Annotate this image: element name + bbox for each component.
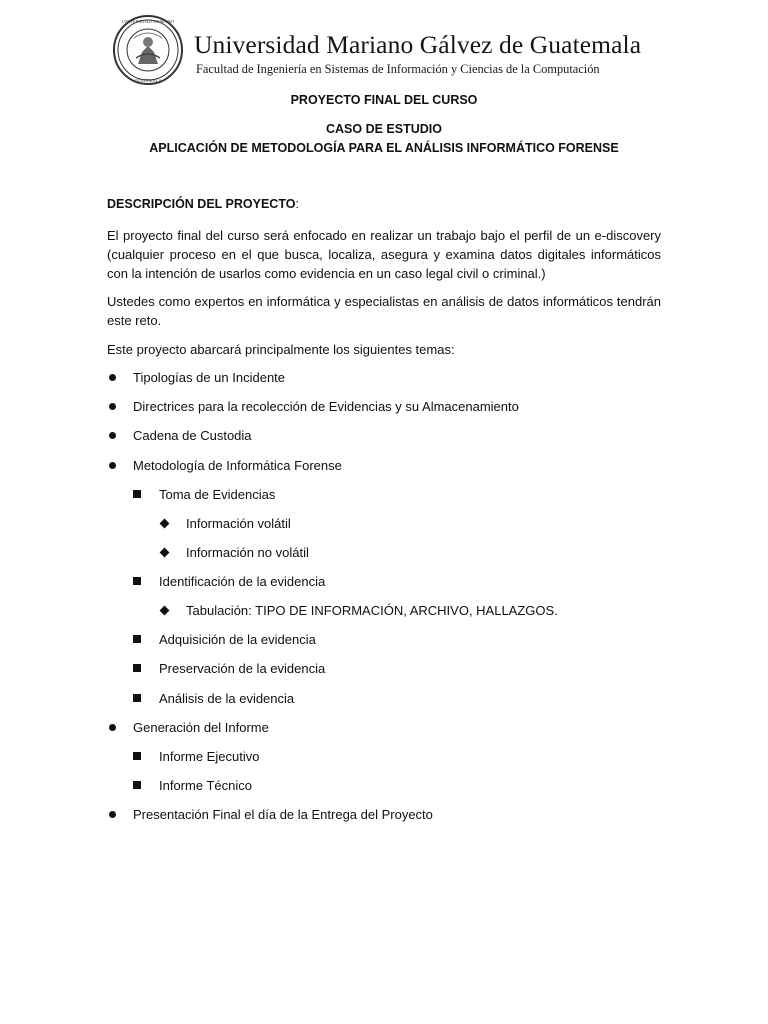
square-bullet-icon (133, 781, 141, 789)
bullet-icon (109, 724, 116, 731)
bullet-icon (109, 811, 116, 818)
list-item-label: Cadena de Custodia (133, 428, 252, 443)
square-bullet-icon (133, 577, 141, 585)
list-item-label: Toma de Evidencias (159, 487, 276, 502)
case-study-title: CASO DE ESTUDIO (326, 122, 442, 136)
list-item-label: Identificación de la evidencia (159, 574, 326, 589)
description-heading-text: DESCRIPCIÓN DEL PROYECTO (107, 197, 296, 211)
paragraph-topics-intro: Este proyecto abarcará principalmente los siguientes temas: (107, 342, 455, 357)
list-item-label: Tipologías de un Incidente (133, 370, 286, 385)
diamond-bullet-icon (160, 519, 170, 529)
list-item-label: Tabulación: TIPO DE INFORMACIÓN, ARCHIVO, HALLAZGOS. (186, 603, 558, 618)
square-bullet-icon (133, 664, 141, 672)
square-bullet-icon (133, 694, 141, 702)
diamond-bullet-icon (160, 606, 170, 616)
letterhead (112, 14, 672, 86)
description-heading-colon: : (295, 197, 299, 211)
university-name: Universidad Mariano Gálvez de Guatemala (194, 30, 642, 59)
bullet-icon (109, 403, 116, 410)
list-item-label: Informe Ejecutivo (159, 749, 260, 764)
faculty-name: Facultad de Ingeniería en Sistemas de Información y Ciencias de la Computación (196, 62, 600, 76)
square-bullet-icon (133, 490, 141, 498)
list-item-label: Información volátil (186, 516, 291, 531)
bullet-icon (109, 432, 116, 439)
list-item-label: Información no volátil (186, 545, 309, 560)
svg-text:UNIVERSIDAD MARIANO: UNIVERSIDAD MARIANO (121, 19, 175, 24)
course-title: PROYECTO FINAL DEL CURSO (290, 93, 478, 107)
square-bullet-icon (133, 752, 141, 760)
list-item-label: Directrices para la recolección de Evidencias y su Almacenamiento (133, 399, 519, 414)
diamond-bullet-icon (160, 548, 170, 558)
list-item-label: Análisis de la evidencia (159, 691, 295, 706)
paragraph-challenge: Ustedes como expertos en informática y especialistas en análisis de datos informáticos tendrán este reto. (107, 294, 661, 328)
methodology-title: APLICACIÓN DE METODOLOGÍA PARA EL ANÁLISIS INFORMÁTICO FORENSE (149, 141, 619, 155)
list-item-label: Presentación Final el día de la Entrega del Proyecto (133, 807, 433, 822)
list-item-label: Adquisición de la evidencia (159, 632, 316, 647)
university-seal-icon (112, 14, 184, 86)
description-heading (107, 197, 299, 211)
list-item-label: Informe Técnico (159, 778, 252, 793)
svg-text:GUATEMALA: GUATEMALA (134, 78, 162, 83)
square-bullet-icon (133, 635, 141, 643)
list-item-label: Generación del Informe (133, 720, 269, 735)
paragraph-ediscovery: El proyecto final del curso será enfocado en realizar un trabajo bajo el perfil de un e-discovery (cualquier proceso en el que busca, localiza, asegura y examina datos digitales informáticos con la intención de usarlos como evidencia en un caso legal civil o criminal.) (107, 228, 661, 281)
list-item-label: Metodología de Informática Forense (133, 458, 342, 473)
list-item-label: Preservación de la evidencia (159, 661, 326, 676)
bullet-icon (109, 462, 116, 469)
bullet-icon (109, 374, 116, 381)
